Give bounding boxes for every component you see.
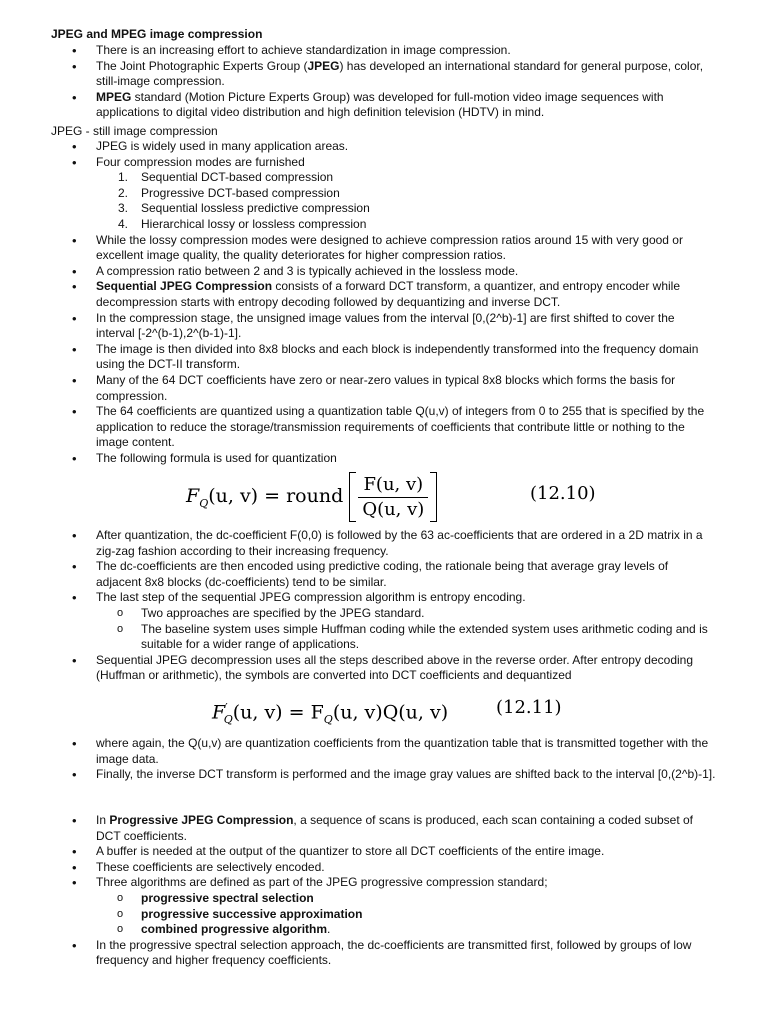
mode-item: 2. Progressive DCT-based compression	[118, 185, 340, 200]
jpeg-list	[0, 139, 768, 466]
algorithm-item: o progressive successive approximation	[96, 907, 716, 923]
list-item: • Four compression modes are furnished 1. Sequential DCT-based compression 2. Progressive DCT-based compression 3. Sequential lossless predictive compression 4. Hierarchical lossy or lossless compression	[0, 155, 768, 233]
quantization-formula: $F_Q(u$, v) = round $\frac{F(u, v)}{Q(u, v)}$ (12.10)	[186, 472, 606, 524]
progressive-list	[0, 813, 768, 969]
list-item: • The following formula is used for quantization	[0, 451, 768, 467]
section-heading: JPEG - still image compression	[51, 124, 218, 138]
after-list	[0, 528, 768, 684]
sublist	[96, 606, 716, 653]
mode-item: 1. Sequential DCT-based compression	[118, 170, 334, 185]
mode-item: 4. Hierarchical lossy or lossless compression	[118, 216, 367, 231]
list-item: • In the progressive spectral selection approach, the dc-coefficients are transmitted first, followed by groups of low frequency and higher frequency coefficients.	[0, 938, 768, 969]
list-item: • In the compression stage, the unsigned image values from the interval [0,(2^b)-1] are first shifted to cover the interval [-2^(b-1),2^(b-1)-1].	[0, 311, 768, 342]
after2-list	[0, 736, 768, 783]
list-item: • After quantization, the dc-coefficient F(0,0) is followed by the 63 ac-coefficients that are ordered in a 2D matrix in a zig-zag fashion according to their increasing frequency.	[0, 528, 768, 559]
modes-list	[96, 170, 716, 232]
list-item: • These coefficients are selectively encoded.	[0, 860, 768, 876]
list-item: • A buffer is needed at the output of the quantizer to store all DCT coefficients of the entire image.	[0, 844, 768, 860]
list-item: • Sequential JPEG decompression uses all the steps described above in the reverse order. After entropy decoding (Huffman or arithmetic), the symbols are converted into DCT coefficients and dequantized	[0, 653, 768, 684]
list-item: • MPEG standard (Motion Picture Experts Group) was developed for full-motion video image sequences with applications to digital video distribution and high definition television (HDTV) in mind.	[0, 90, 768, 121]
sublist-item: o Two approaches are specified by the JPEG standard.	[96, 606, 716, 622]
list-item: • The image is then divided into 8x8 blocks and each block is independently transformed into the frequency domain using the DCT-II transform.	[0, 342, 768, 373]
list-item: • In Progressive JPEG Compression, a sequence of scans is produced, each scan containing a coded subset of DCT coefficients.	[0, 813, 768, 844]
algorithm-item: o combined progressive algorithm.	[96, 922, 716, 938]
list-item: • JPEG is widely used in many application areas.	[0, 139, 768, 155]
equation-number: (12.11)	[496, 697, 562, 718]
list-item: • A compression ratio between 2 and 3 is typically achieved in the lossless mode.	[0, 264, 768, 280]
list-item: • There is an increasing effort to achieve standardization in image compression.	[0, 43, 768, 59]
list-item: • Many of the 64 DCT coefficients have zero or near-zero values in typical 8x8 blocks which forms the basis for compression.	[0, 373, 768, 404]
algorithms-list	[96, 891, 716, 938]
equation-number: (12.10)	[530, 483, 596, 504]
list-item: • The last step of the sequential JPEG compression algorithm is entropy encoding. o Two approaches are specified by the JPEG standard. o The baseline system uses simple Huffman coding while the extended system uses arithmetic coding and is suitable for a wider range of applications.	[0, 590, 768, 652]
dequantization-formula: $F'_Q(u$, $v) = F_Q(u$, v)Q(u, v) (12.11)	[212, 697, 562, 727]
list-item: • While the lossy compression modes were designed to achieve compression ratios around 15 with very good or excellent image quality, the quality deteriorates for higher compression ratios.	[0, 233, 768, 264]
list-item: • The dc-coefficients are then encoded using predictive coding, the rationale being that average gray levels of adjacent 8x8 blocks (dc-coefficients) tend to be similar.	[0, 559, 768, 590]
document-title: JPEG and MPEG image compression	[51, 27, 263, 41]
intro-list	[0, 43, 768, 121]
list-item: • Sequential JPEG Compression consists of a forward DCT transform, a quantizer, and entropy encoder while decompression starts with entropy decoding followed by dequantizing and inverse DCT.	[0, 279, 768, 310]
sublist-item: o The baseline system uses simple Huffman coding while the extended system uses arithmetic coding and is suitable for a wider range of applications.	[96, 622, 716, 653]
list-item: • Finally, the inverse DCT transform is performed and the image gray values are shifted back to the interval [0,(2^b)-1].	[0, 767, 768, 783]
list-item: • Three algorithms are defined as part of the JPEG progressive compression standard; o progressive spectral selection o progressive successive approximation o combined progressive algorithm.	[0, 875, 768, 937]
list-item: • where again, the Q(u,v) are quantization coefficients from the quantization table that is transmitted together with the image data.	[0, 736, 768, 767]
list-item: • The Joint Photographic Experts Group (JPEG) has developed an international standard for general purpose, color, still-image compression.	[0, 59, 768, 90]
mode-item: 3. Sequential lossless predictive compression	[118, 201, 370, 216]
algorithm-item: o progressive spectral selection	[96, 891, 716, 907]
list-item: • The 64 coefficients are quantized using a quantization table Q(u,v) of integers from 0 to 255 that is specified by the application to reduce the storage/transmission requirements of coefficients that contribute little or nothing to the image content.	[0, 404, 768, 451]
